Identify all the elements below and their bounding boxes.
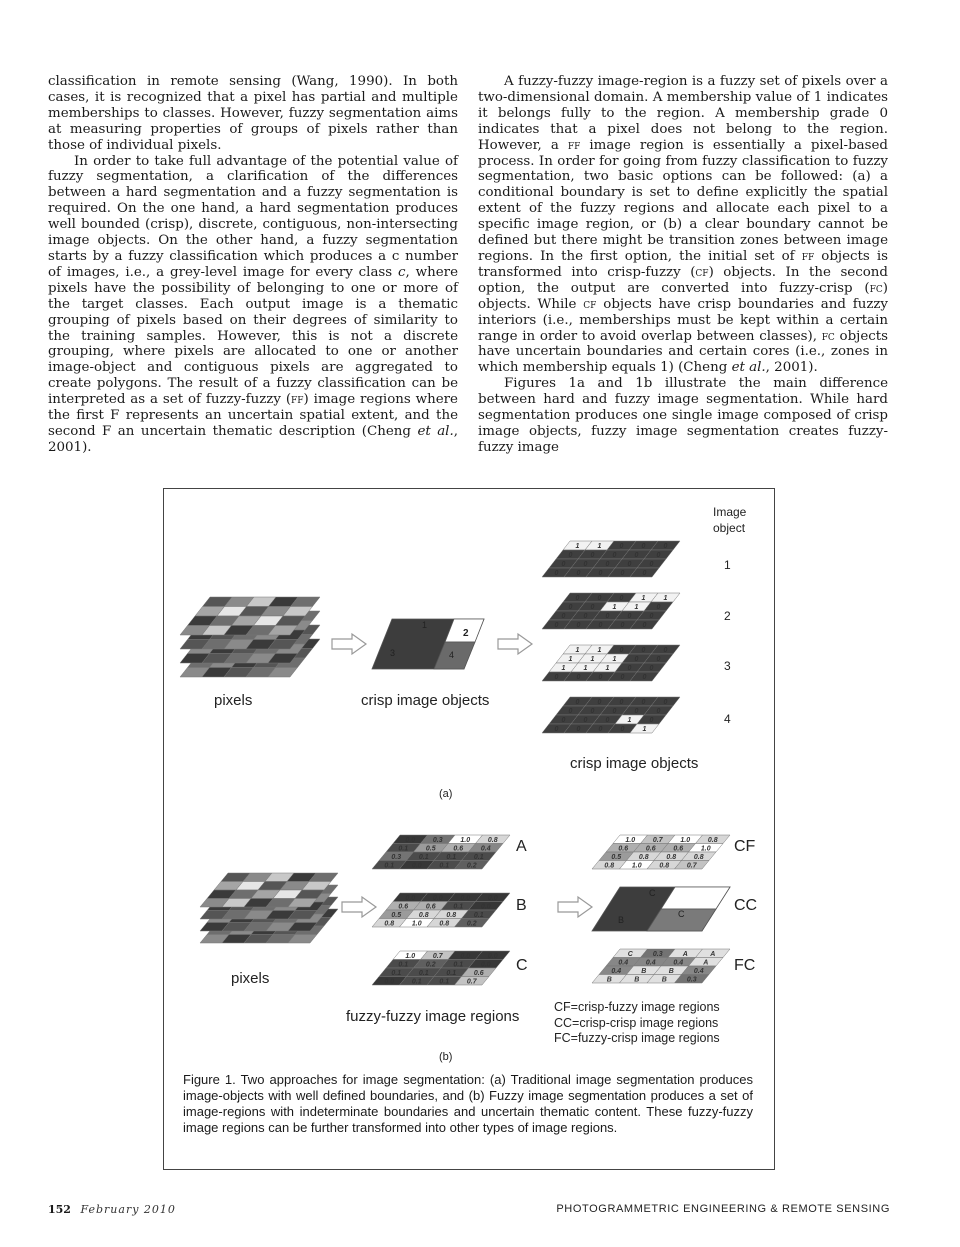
image-object-layer bbox=[542, 541, 680, 577]
legend-cc: CC=crisp-crisp image regions bbox=[554, 1016, 719, 1030]
cell-value: 0 bbox=[649, 665, 654, 672]
cell-value: 0 bbox=[583, 561, 588, 568]
region-label: C bbox=[678, 909, 685, 919]
cell-value: 0 bbox=[612, 552, 617, 559]
cell-value: 0.1 bbox=[453, 903, 464, 911]
cell-value: 0 bbox=[641, 543, 646, 550]
cell-value: 0.1 bbox=[446, 969, 457, 977]
cell-value: 1.0 bbox=[411, 920, 422, 928]
cell-value: 0 bbox=[619, 543, 624, 550]
legend-cf: CF=crisp-fuzzy image regions bbox=[554, 1000, 720, 1014]
cell-value: 0 bbox=[597, 699, 602, 706]
arrow-b2 bbox=[558, 897, 592, 917]
cell-value: 0.8 bbox=[659, 862, 670, 870]
cell-value: 0 bbox=[627, 665, 632, 672]
cell-value: 0 bbox=[612, 708, 617, 715]
cell-value: 1 bbox=[642, 726, 647, 733]
cell-value: 0 bbox=[663, 647, 668, 654]
cell-value: 0 bbox=[590, 552, 595, 559]
cell-value: 1 bbox=[634, 604, 639, 611]
cell-value: A bbox=[682, 950, 688, 958]
cell-value: 0 bbox=[627, 561, 632, 568]
cell-value: 0 bbox=[568, 708, 573, 715]
cell-value: 0 bbox=[605, 717, 610, 724]
label-cc: CC bbox=[734, 897, 758, 914]
cell-value: 0 bbox=[649, 561, 654, 568]
label-a: (a) bbox=[439, 788, 453, 800]
cell-value: 0.7 bbox=[466, 978, 477, 986]
cell-value: 0 bbox=[554, 570, 559, 577]
cell-value: 1 bbox=[561, 665, 566, 672]
cell-value: 0 bbox=[561, 717, 566, 724]
cell-value: 0.8 bbox=[418, 911, 429, 919]
region-label: 4 bbox=[449, 650, 455, 660]
cell-value: 0.1 bbox=[384, 862, 395, 870]
cell-value: 0.6 bbox=[473, 969, 484, 977]
object-number: 2 bbox=[724, 609, 731, 623]
cell-value: 0.7 bbox=[432, 952, 443, 960]
figure-1 bbox=[163, 488, 775, 1170]
cell-value: 0.1 bbox=[418, 969, 429, 977]
cell-value: 0.0 bbox=[460, 894, 471, 902]
cell-value: 0.7 bbox=[652, 836, 663, 844]
cell-value: 0.3 bbox=[432, 836, 443, 844]
cell-value: 0 bbox=[598, 726, 603, 733]
cell-value: 0.4 bbox=[693, 967, 704, 975]
cell-value: 0.0 bbox=[460, 952, 471, 960]
cell-value: 0.0 bbox=[411, 862, 422, 870]
cell-value: 0.5 bbox=[611, 853, 622, 861]
image-object-layer bbox=[542, 645, 680, 681]
cell-value: 0 bbox=[620, 674, 625, 681]
cell-value: 0 bbox=[663, 699, 668, 706]
cell-value: 0 bbox=[649, 717, 654, 724]
cell-value: 0 bbox=[620, 726, 625, 733]
cell-value: 0 bbox=[561, 561, 566, 568]
cell-value: 0 bbox=[642, 622, 647, 629]
crisp-crisp-regions bbox=[592, 887, 730, 931]
cell-value: 0 bbox=[568, 552, 573, 559]
cell-value: 0 bbox=[598, 622, 603, 629]
region-label: B bbox=[618, 915, 625, 925]
cell-value: 0.8 bbox=[487, 836, 498, 844]
footer-left bbox=[48, 1203, 176, 1216]
cell-value: 0 bbox=[619, 595, 624, 602]
figure-diagram bbox=[164, 489, 774, 1169]
journal-name: PHOTOGRAMMETRIC ENGINEERING & REMOTE SENSING bbox=[556, 1203, 890, 1215]
right-column bbox=[478, 74, 888, 456]
paragraph: In order to take full advantage of the potential value of fuzzy segmentation, a clarification of the differences between a hard segmentation and a fuzzy segmentation is required. On the one hand, a hard segmentation produces well bounded (crisp), discrete, contiguous, non-intersecting image objects. On the other hand, a fuzzy segmentation starts by a fuzzy classification which produces a c number of images, i.e., a grey-level image for every class c, where pixels have the possibility of belonging to one or more of the target classes. Each output image is a thematic grouping of pixels based on their degrees of similarity to the training samples. However, this is not a discrete grouping, where pixels are allocated to one or another image-object and contiguous pixels are aggregated to create polygons. The result of a fuzzy classification can be interpreted as a set of fuzzy-fuzzy (ff) image regions where the first F represents an uncertain spatial extent, and the second F an uncertain thematic description (Cheng et al., 2001). bbox=[48, 153, 458, 455]
cell-value: 0.0 bbox=[405, 894, 416, 902]
cell-value: 0 bbox=[576, 726, 581, 733]
cell-value: 0.1 bbox=[418, 853, 429, 861]
region-label: 2 bbox=[463, 628, 469, 639]
cell-value: 1.0 bbox=[625, 836, 636, 844]
issue-date: February 2010 bbox=[80, 1203, 176, 1216]
cell-value: 0.1 bbox=[411, 978, 422, 986]
figure-caption: Figure 1. Two approaches for image segmentation: (a) Traditional image segmentation produces image-objects with well defined boundaries, and (b) Fuzzy image segmentation produces a set of image-regions with indeterminate boundaries and uncertain thematic content. These fuzzy-fuzzy image regions can be further transformed into other types of image regions. bbox=[183, 1072, 753, 1135]
cell-value: 0.1 bbox=[439, 862, 450, 870]
cell-value: 0 bbox=[576, 622, 581, 629]
cell-value: 0 bbox=[590, 604, 595, 611]
cell-value: 0.2 bbox=[466, 920, 477, 928]
cell-value: 0 bbox=[597, 595, 602, 602]
image-object-header: object bbox=[713, 521, 746, 535]
cell-value: 0.0 bbox=[487, 894, 498, 902]
cell-value: 0.0 bbox=[487, 952, 498, 960]
cell-value: 0 bbox=[561, 613, 566, 620]
cell-value: 0 bbox=[598, 570, 603, 577]
cell-value: 0.4 bbox=[480, 845, 491, 853]
cell-value: 0 bbox=[605, 561, 610, 568]
cell-value: 0 bbox=[605, 613, 610, 620]
cell-value: 0 bbox=[641, 647, 646, 654]
cell-value: 0 bbox=[634, 708, 639, 715]
cell-value: 0.4 bbox=[645, 959, 656, 967]
region-label: 1 bbox=[422, 620, 428, 630]
image-object-header: Image bbox=[713, 505, 747, 519]
cell-value: 0.1 bbox=[446, 853, 457, 861]
cell-value: 0 bbox=[642, 674, 647, 681]
cell-value: 0 bbox=[634, 656, 639, 663]
cell-value: 0 bbox=[620, 570, 625, 577]
cell-value: 0.4 bbox=[673, 959, 684, 967]
arrow-b1 bbox=[342, 897, 376, 917]
cell-value: 0 bbox=[642, 570, 647, 577]
cell-value: 1 bbox=[575, 543, 580, 550]
cell-value: 0.8 bbox=[707, 836, 718, 844]
cell-value: 0.5 bbox=[425, 845, 436, 853]
cell-value: 0.6 bbox=[453, 845, 464, 853]
cell-value: 1 bbox=[612, 604, 617, 611]
crisp-image-objects bbox=[372, 619, 484, 669]
cell-value: 1 bbox=[641, 595, 646, 602]
cell-value: 0 bbox=[554, 622, 559, 629]
cell-value: 0.0 bbox=[384, 978, 395, 986]
object-number: 4 bbox=[724, 712, 731, 726]
cell-value: 1 bbox=[597, 543, 602, 550]
left-column bbox=[48, 74, 458, 456]
region-label: 3 bbox=[390, 648, 396, 658]
cell-value: B bbox=[641, 967, 647, 975]
cell-value: 0 bbox=[590, 708, 595, 715]
cell-value: 0.0 bbox=[480, 961, 491, 969]
cell-value: 0.1 bbox=[391, 969, 402, 977]
cell-value: 1.0 bbox=[460, 836, 471, 844]
cell-value: 0.1 bbox=[473, 911, 484, 919]
cell-value: 0.0 bbox=[405, 836, 416, 844]
cell-value: 0 bbox=[620, 622, 625, 629]
cell-value: 1 bbox=[590, 656, 595, 663]
cell-value: 0 bbox=[576, 674, 581, 681]
paragraph: classification in remote sensing (Wang, 1990). In both cases, it is recognized that a pixel has partial and multiple memberships to classes. However, fuzzy segmentation aims at measuring properties of groups of pixels rather than those of individual pixels. bbox=[48, 74, 458, 153]
cell-value: 0 bbox=[598, 674, 603, 681]
cell-value: 0.0 bbox=[432, 894, 443, 902]
cell-value: 1 bbox=[627, 717, 632, 724]
cell-value: 0.3 bbox=[686, 976, 697, 984]
label-ffregions: fuzzy-fuzzy image regions bbox=[346, 1008, 520, 1025]
cell-value: B bbox=[661, 976, 667, 984]
cell-value: B bbox=[606, 976, 612, 984]
cell-value: 1 bbox=[605, 665, 610, 672]
cell-value: 0.6 bbox=[425, 903, 436, 911]
cell-value: 0 bbox=[583, 613, 588, 620]
cell-value: 0.8 bbox=[446, 911, 457, 919]
cell-value: 0.4 bbox=[618, 959, 629, 967]
cell-value: 0.8 bbox=[604, 862, 615, 870]
cell-value: 0 bbox=[649, 613, 654, 620]
cell-value: 0 bbox=[575, 595, 580, 602]
cell-value: 0.1 bbox=[398, 845, 409, 853]
cell-value: 1 bbox=[583, 665, 588, 672]
page-number: 152 bbox=[48, 1203, 71, 1216]
label-fc: FC bbox=[734, 957, 756, 974]
row-letter-a: A bbox=[516, 838, 527, 855]
label-pixels-b: pixels bbox=[231, 970, 270, 987]
region-label: C bbox=[649, 888, 656, 898]
paragraph: Figures 1a and 1b illustrate the main difference between hard and fuzzy image segmentation. While hard segmentation produces one single image composed of crisp image objects, fuzzy image segmentation creates fuzzy-fuzzy image bbox=[478, 376, 888, 455]
cell-value: 0.1 bbox=[453, 961, 464, 969]
image-object-layer bbox=[542, 697, 680, 733]
cell-value: 1.0 bbox=[700, 845, 711, 853]
cell-value: 0 bbox=[656, 708, 661, 715]
cell-value: 0.6 bbox=[398, 903, 409, 911]
cell-value: 0.6 bbox=[673, 845, 684, 853]
cell-value: 0 bbox=[656, 552, 661, 559]
cell-value: 0 bbox=[656, 604, 661, 611]
cell-value: 0 bbox=[634, 552, 639, 559]
cell-value: 0.1 bbox=[398, 961, 409, 969]
label-cf: CF bbox=[734, 838, 756, 855]
label-pixels-a: pixels bbox=[214, 692, 253, 709]
cell-value: 1 bbox=[663, 595, 668, 602]
cell-value: 1.0 bbox=[405, 952, 416, 960]
cell-value: 0 bbox=[619, 647, 624, 654]
label-crisp-objects: crisp image objects bbox=[361, 692, 490, 709]
row-letter-b: B bbox=[516, 897, 527, 914]
object-number: 3 bbox=[724, 659, 731, 673]
legend-fc: FC=fuzzy-crisp image regions bbox=[554, 1031, 720, 1045]
cell-value: 0.7 bbox=[686, 862, 697, 870]
cell-value: A bbox=[710, 950, 716, 958]
cell-value: 0.3 bbox=[391, 853, 402, 861]
cell-value: A bbox=[703, 959, 709, 967]
cell-value: 0 bbox=[583, 717, 588, 724]
object-number: 1 bbox=[724, 558, 731, 572]
cell-value: 0.3 bbox=[652, 950, 663, 958]
cell-value: 0 bbox=[568, 604, 573, 611]
label-crisp-objects-right: crisp image objects bbox=[570, 755, 699, 772]
cell-value: 1 bbox=[568, 656, 573, 663]
cell-value: B bbox=[668, 967, 674, 975]
arrow-a2 bbox=[498, 634, 532, 654]
cell-value: B bbox=[634, 976, 640, 984]
cell-value: 0.8 bbox=[666, 853, 677, 861]
cell-value: 0 bbox=[663, 543, 668, 550]
cell-value: 0 bbox=[641, 699, 646, 706]
cell-value: 0 bbox=[554, 726, 559, 733]
cell-value: 0 bbox=[627, 613, 632, 620]
paragraph: A fuzzy-fuzzy image-region is a fuzzy set of pixels over a two-dimensional domain. A membership value of 1 indicates it belongs fully to the region. A membership grade 0 indicates that a pixel does not belong to the region. However, a ff image region is essentially a pixel-based process. In order for going from fuzzy classification to fuzzy segmentation, two basic options can be followed: (a) a conditional boundary is set to define explicitly the spatial extent of the fuzzy regions and allocate each pixel to a specific image region, or (b) a clear boundary cannot be defined but there might be transition zones between image regions. In the first option, the initial set of ff objects is transformed into crisp-fuzzy (cf) objects. In the second option, the output are converted into fuzzy-crisp (fc) objects. While cf objects have crisp boundaries and fuzzy interiors (i.e., memberships must be kept within a certain range in order to avoid overlap between classes), fc objects have uncertain boundaries and certain cores (i.e., zones in which membership equals 1) (Cheng et al., 2001). bbox=[478, 74, 888, 376]
image-object-layer bbox=[542, 593, 680, 629]
cell-value: 0 bbox=[575, 699, 580, 706]
cell-value: 0.0 bbox=[480, 903, 491, 911]
cell-value: 0.2 bbox=[425, 961, 436, 969]
arrow-a1 bbox=[332, 634, 366, 654]
cell-value: 0.6 bbox=[645, 845, 656, 853]
cell-value: 0 bbox=[554, 674, 559, 681]
cell-value: 0.8 bbox=[439, 920, 450, 928]
cell-value: C bbox=[627, 950, 633, 958]
cell-value: 0.2 bbox=[466, 862, 477, 870]
cell-value: 0 bbox=[656, 656, 661, 663]
cell-value: 0 bbox=[619, 699, 624, 706]
cell-value: 0.1 bbox=[473, 853, 484, 861]
cell-value: 0.8 bbox=[638, 853, 649, 861]
cell-value: 0.8 bbox=[384, 920, 395, 928]
row-letter-c: C bbox=[516, 957, 528, 974]
label-b: (b) bbox=[439, 1051, 453, 1063]
cell-value: 0.4 bbox=[611, 967, 622, 975]
cell-value: 1 bbox=[575, 647, 580, 654]
cell-value: 0 bbox=[576, 570, 581, 577]
cell-value: 0.5 bbox=[391, 911, 402, 919]
cell-value: 1.0 bbox=[631, 862, 642, 870]
cell-value: 0.6 bbox=[618, 845, 629, 853]
cell-value: 0.8 bbox=[693, 853, 704, 861]
cell-value: 1.0 bbox=[680, 836, 691, 844]
cell-value: 1 bbox=[612, 656, 617, 663]
cell-value: 1 bbox=[597, 647, 602, 654]
cell-value: 0.1 bbox=[439, 978, 450, 986]
